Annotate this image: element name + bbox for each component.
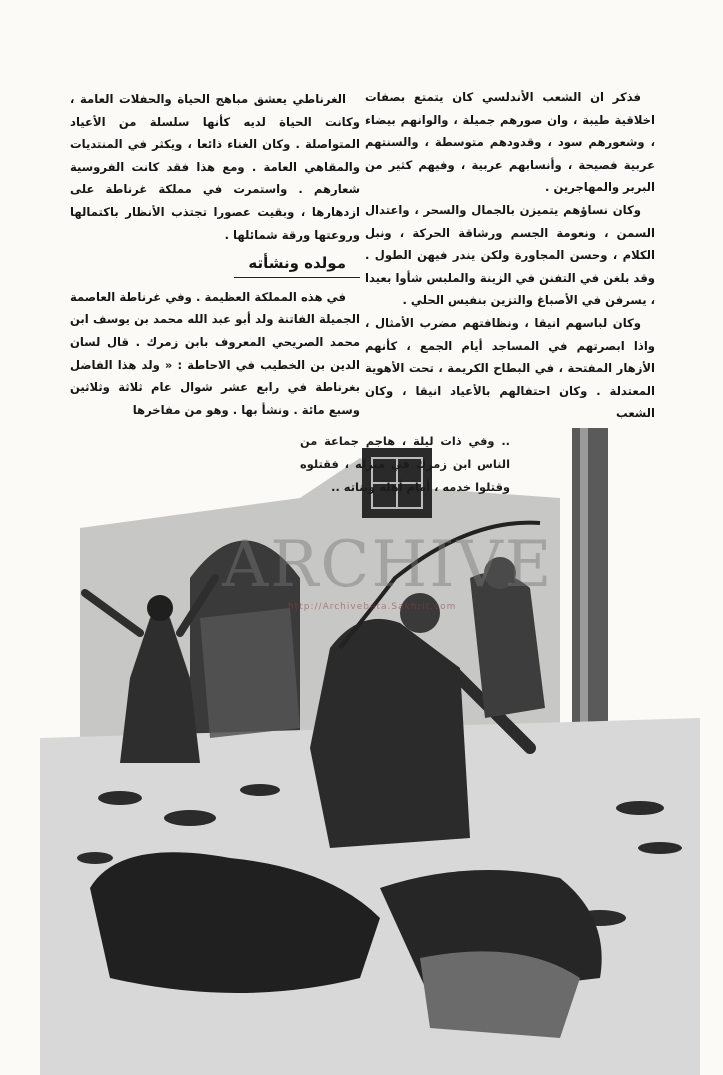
right-text-column [365, 86, 655, 425]
paragraph: وكان نساؤهم يتميزن بالجمال والسحر ، واعتدال السمن ، ونعومة الجسم ورشاقة الحركة ، ونبل الكلام ، وحسن المجاورة ولكن يندر فيهن الطول . وقد بلغن في التفنن في الزينة والملبس شأوا بعيدا ، يسرفن في الأصباغ والتزين بنفيس الحلي . [365, 202, 655, 308]
section-heading-text: مولده ونشأته [234, 252, 360, 278]
caption-text: .. وفي ذات ليلة ، هاجم جماعة من الناس ابن زمرك في منزله ، فقتلوه وقتلوا خدمه ، أمام أهله وبناته .. [300, 434, 510, 494]
illustration-caption [300, 430, 510, 499]
paragraph: وكان لباسهم انيقا ، ونظافتهم مضرب الأمثال ، واذا ابصرتهم في المساجد أيام الجمع ، كأنهم الأزهار المفتحة ، في البطاح الكريمة ، تحت الأهوية المعتدلة . وكان احتفالهم بالأعياد انيقا ، وكان الشعب [365, 315, 655, 421]
illustration [0, 418, 723, 1075]
paragraph: فذكر ان الشعب الأندلسي كان يتمتع بصفات اخلاقية طيبة ، وان صورهم جميلة ، والوانهم بيضاء ، وشعورهم سود ، وقدودهم متوسطة ، والسنتهم عربية فصيحة ، وأنسابهم عربية ، وفيهم كثير من البربر والمهاجرين . [365, 90, 655, 195]
watermark-url: http://Archivebeta.Sakhrit.com [288, 602, 457, 612]
section-heading [70, 252, 360, 278]
watermark-logo: ARCHIVE [222, 528, 554, 602]
left-text-column [70, 88, 360, 421]
paragraph: في هذه المملكة العظيمة . وفي غرناطة العاصمة الجميلة الفاتنة ولد أبو عبد الله محمد بن يوسف ابن محمد الصريحي المعروف بابن زمرك . قال لسان الدين بن الخطيب في الاحاطة : « ولد هذا الفاضل بغرناطة في رابع عشر شوال عام ثلاثة وثلاثين وسبع مائة . ونشأ بها . وهو من مفاخرها [70, 289, 360, 417]
paragraph: الغرناطي يعشق مباهج الحياة والحفلات العامة ، وكانت الحياة لديه كأنها سلسلة من الأعياد المتواصلة . وكان الغناء ذائعا ، ويكثر في المنتديات والمقاهي العامة . ومع هذا فقد كانت الفروسية شعارهم . واستمرت في مملكة غرناطة على ازدهارها ، وبقيت عصورا تجتذب الأنظار باكتمالها وروعتها ورقة شمائلها . [70, 92, 360, 242]
